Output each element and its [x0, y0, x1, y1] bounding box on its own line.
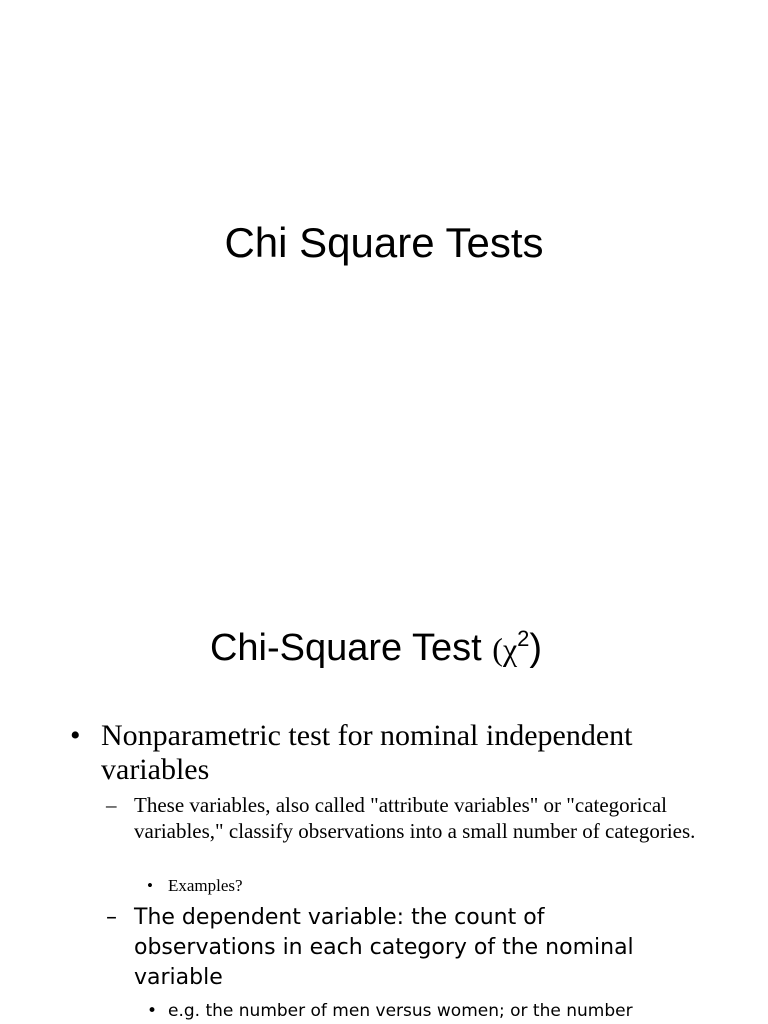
bullet-text: e.g. the number of men versus women; or the number: [168, 1001, 633, 1021]
bullet-level-3: [147, 875, 707, 897]
bullet-text: The dependent variable: the count of observations in each category of the nominal variable: [134, 905, 634, 990]
bullet-text: Examples?: [168, 876, 243, 895]
bullet-marker: •: [147, 876, 153, 895]
title-text: Chi-Square Test: [209, 627, 493, 669]
bullet-text: Nonparametric test for nominal independent variables: [101, 719, 633, 786]
bullet-level-2: [106, 792, 726, 844]
superscript-two: 2: [517, 626, 530, 651]
bullet-level-3: [147, 999, 727, 1023]
slide-2: [0, 576, 768, 1024]
slide-title: [0, 621, 752, 676]
title-close-paren: ): [529, 627, 543, 669]
bullet-level-1: [70, 719, 720, 787]
bullet-marker: •: [147, 1001, 158, 1021]
bullet-level-2: [106, 903, 666, 993]
dash-marker: –: [106, 793, 117, 817]
slide-title: Chi Square Tests: [224, 219, 544, 266]
bullet-marker: •: [70, 719, 81, 752]
dash-marker: –: [106, 905, 117, 930]
bullet-text: These variables, also called "attribute variables" or "categorical variables," classify observations into a small number of categories.: [134, 793, 696, 843]
chi-symbol: (χ: [492, 631, 518, 667]
